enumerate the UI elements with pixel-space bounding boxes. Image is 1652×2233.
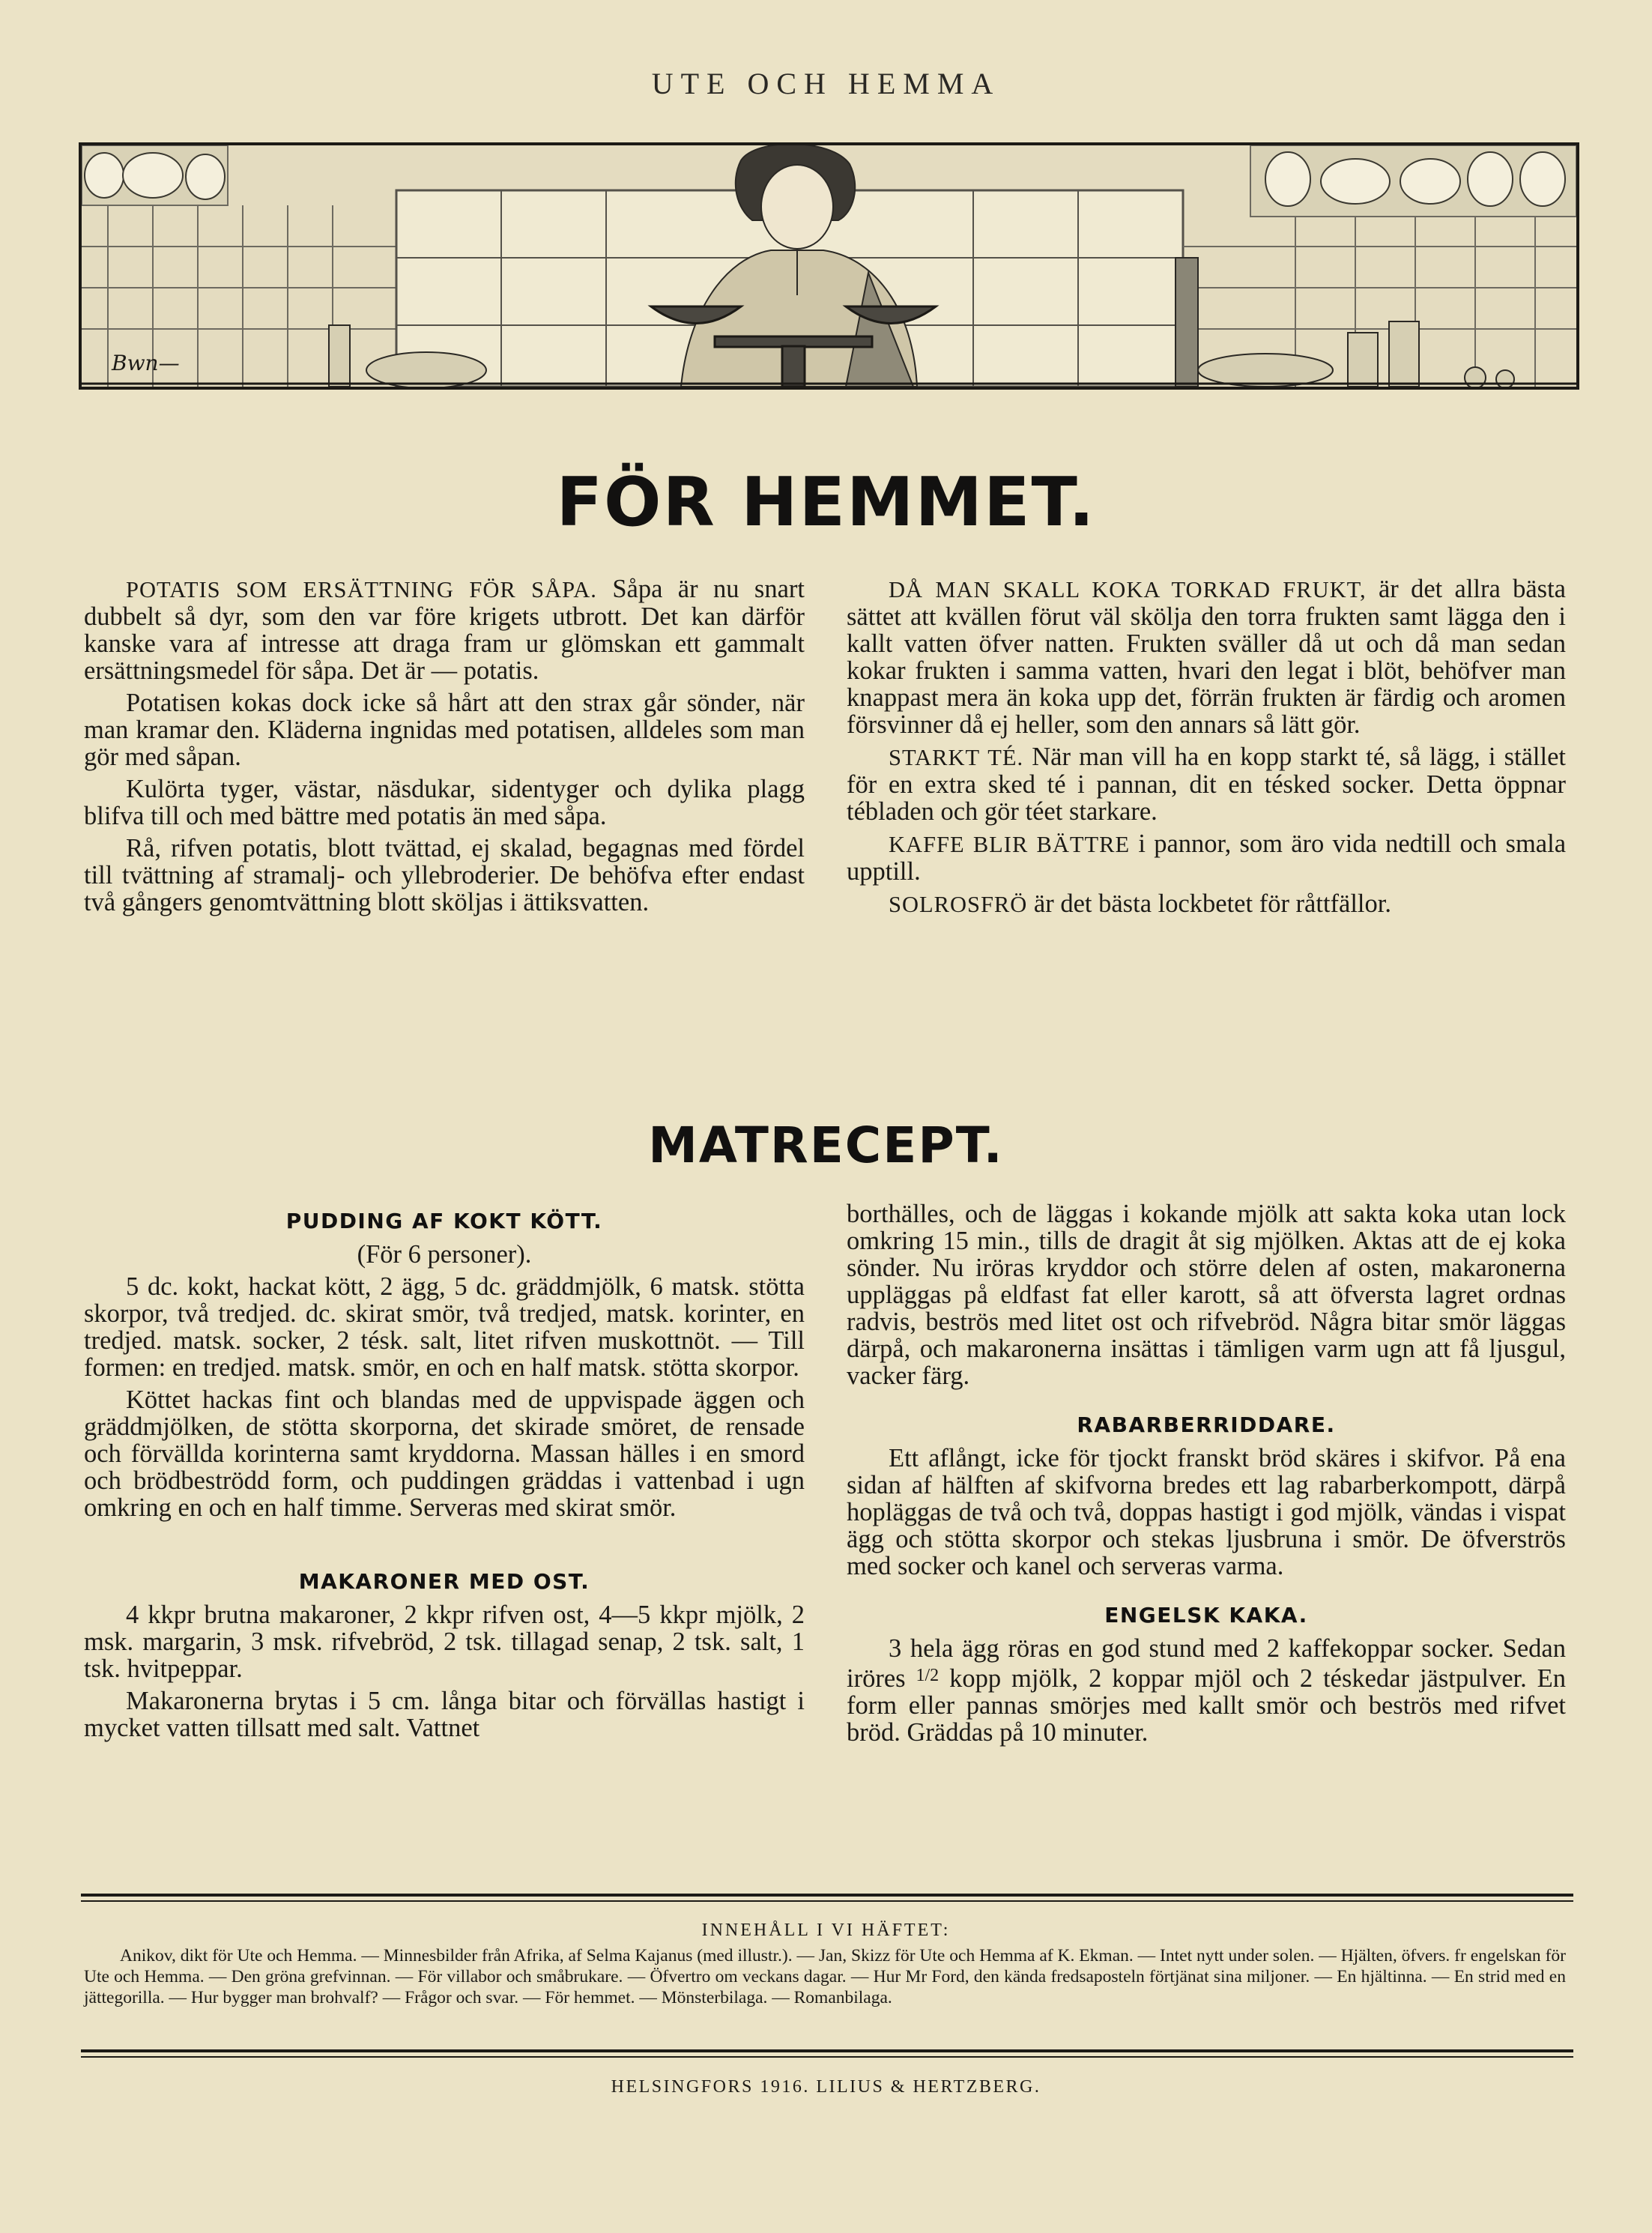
contents-title: INNEHÅLL I VI HÄFTET: [701,1921,951,1940]
for-hemmet-left-column [84,575,805,921]
recipe-heading-pudding: PUDDING AF KOKT KÖTT. [285,1209,603,1233]
for-hemmet-right-column [847,575,1566,923]
kaffe-paragraph: KAFFE BLIR BÄTTRE i pannor, som äro vida nedtill och smala upptill. [847,830,1567,886]
potatis-paragraph-3: Kulörta tyger, västar, näsdukar, sidentyger och dylika plagg blifva till och med bättre med potatis än med såpa. [84,775,805,830]
kitchen-illustration-drawing [82,145,1576,387]
section-title-for-hemmet: FÖR HEMMET. [556,463,1096,542]
recipe-servings: (För 6 personer). [357,1240,532,1269]
divider-rule [81,2056,1573,2058]
running-head: UTE OCH HEMMA [651,67,1001,100]
recipe-heading-makaroner: MAKARONER MED OST. [298,1569,590,1594]
pudding-method: Köttet hackas fint och blandas med de uppvispade äggen och gräddmjölken, de stötta skorporna, det skirade smöret, de rensade och förvällda korinterna samt kryddorna. Massan hälles i en smord och brödbeströdd form, och puddingen gräddas i vattenbad i ugn omkring en och en half timme. Serveras med skirat smör. [84,1386,805,1522]
pudding-ingredients: 5 dc. kokt, hackat kött, 2 ägg, 5 dc. gräddmjölk, 6 matsk. stötta skorpor, två tredjed. dc. skirat smör, två tredjed, matsk. korinter, en tredjed. matsk. socker, 2 tésk. salt, litet rifven muskottnöt. — Till formen: en tredjed. matsk. smör, en och en half matsk. stötta skorpor. [84,1272,805,1382]
divider-rule [81,1894,1573,1897]
solrosfro-paragraph: SOLROSFRÖ är det bästa lockbetet för råttfällor. [889,889,1391,918]
torkad-frukt-paragraph: DÅ MAN SKALL KOKA TORKAD FRUKT, är det allra bästa sättet att kvällen förut väl skölja den torra frukten samt lägga den i kallt vatten öfver natten. Frukten sväller då ut och då man sedan kokar frukten i samma vatten, hvari den legat i blöt, behöfver man knappast mera än koka upp det, förrän frukten är färdig och aromen försvinner då ej heller, som den annars så lätt gör. [847,575,1566,739]
matrecept-left-column [84,1200,805,1747]
recipe-heading-engelsk-kaka: ENGELSK KAKA. [1104,1603,1308,1628]
makaroner-method: Makaronerna brytas i 5 cm. långa bitar och förvällas hastigt i mycket vatten tillsatt med salt. Vattnet [84,1687,805,1742]
fraction-half: 1/2 [916,1666,940,1685]
matrecept-right-column [847,1200,1566,1751]
divider-rule [81,1900,1573,1902]
contents-list: Anikov, dikt för Ute och Hemma. — Minnesbilder från Afrika, af Selma Kajanus (med illustr.). — Jan, Skizz för Ute och Hemma af K. Ekman. — Intet nytt under solen. — Hjälten, öfvers. fr engelskan för Ute och Hemma. — Den gröna grefvinnan. — För villabor och småbrukare. — Öfvertro om veckans dagar. — Hur Mr Ford, den kända fredsaposteln förtjänat sina miljoner. — En hjältinna. — En strid med en jättegorilla. — Hur bygger man brohvalf? — Frågor och svar. — För hemmet. — Mönsterbilaga. — Romanbilaga. [84,1946,1566,2007]
makaroner-method-continued: borthälles, och de läggas i kokande mjölk att sakta koka utan lock omkring 15 min., tills de dragit åt sig mjölken. Aktas att de ej koka sönder. Nu iröras kryddor och större delen af osten, makaronerna uppläggas på eldfast fat eller karott, så att öfversta lagret ordnas radvis, beströs med litet ost och rifvebröd. Några bitar smör läggas därpå, och makaronerna insättas i tämligen varm ugn att få ljusgul, vacker färg. [847,1200,1566,1390]
imprint: HELSINGFORS 1916. LILIUS & HERTZBERG. [611,2077,1041,2097]
makaroner-ingredients: 4 kkpr brutna makaroner, 2 kkpr rifven ost, 4—5 kkpr mjölk, 2 msk. margarin, 3 msk. rifvebröd, 2 tsk. tillagad senap, 2 tsk. salt, 1 tsk. hvitpeppar. [84,1601,805,1683]
artist-signature: Bwn— [112,351,180,375]
rabarberriddare-method: Ett aflångt, icke för tjockt franskt bröd skäres i skifvor. På ena sidan af hälften af skifvorna bredes ett lag rabarberkompott, därpå hopläggas de två och två, doppas hastigt i god mjölk, vändas i vispat ägg och stötta skorpor och stekas ljusbruna i smör. De öfverströs med socker och kanel och serveras varma. [847,1444,1566,1580]
kitchen-illustration [79,142,1579,390]
potatis-paragraph-1: POTATIS SOM ERSÄTTNING FÖR SÅPA. Såpa är nu snart dubbelt så dyr, som den var före krigets utbrott. Det kan därför kanske vara af intresse att draga fram ur glömskan ett gammalt ersättningsmedel för såpa. Det är — potatis. [84,575,805,685]
recipe-heading-rabarberriddare: RABARBERRIDDARE. [1077,1412,1336,1437]
section-title-matrecept: MATRECEPT. [648,1116,1004,1174]
potatis-paragraph-2: Potatisen kokas dock icke så hårt att den strax går sönder, när man kramar den. Kläderna ingnidas med potatisen, alldeles som man gör med såpan. [84,689,805,771]
engelsk-kaka-method: 3 hela ägg röras en god stund med 2 kaffekoppar socker. Sedan iröres $^{1/2}$ kopp mjölk, 2 koppar mjöl och 2 téskedar jästpulver. En form eller pannas smörjes med kallt smör och beströs med rifvet bröd. Gräddas på 10 minuter. [847,1634,1566,1747]
starkt-te-paragraph: STARKT TÉ. När man vill ha en kopp starkt té, så lägg, i stället för en extra sked té i pannan, dit en tésked socker. Detta öppnar tébladen och gör téet starkare. [847,743,1566,826]
potatis-paragraph-4: Rå, rifven potatis, blott tvättad, ej skalad, begagnas med fördel till tvättning af stramalj- och yllebroderier. De behöfva efter endast två gångers genomtvättning blott sköljas i ättiksvatten. [84,834,805,916]
divider-rule [81,2049,1573,2052]
